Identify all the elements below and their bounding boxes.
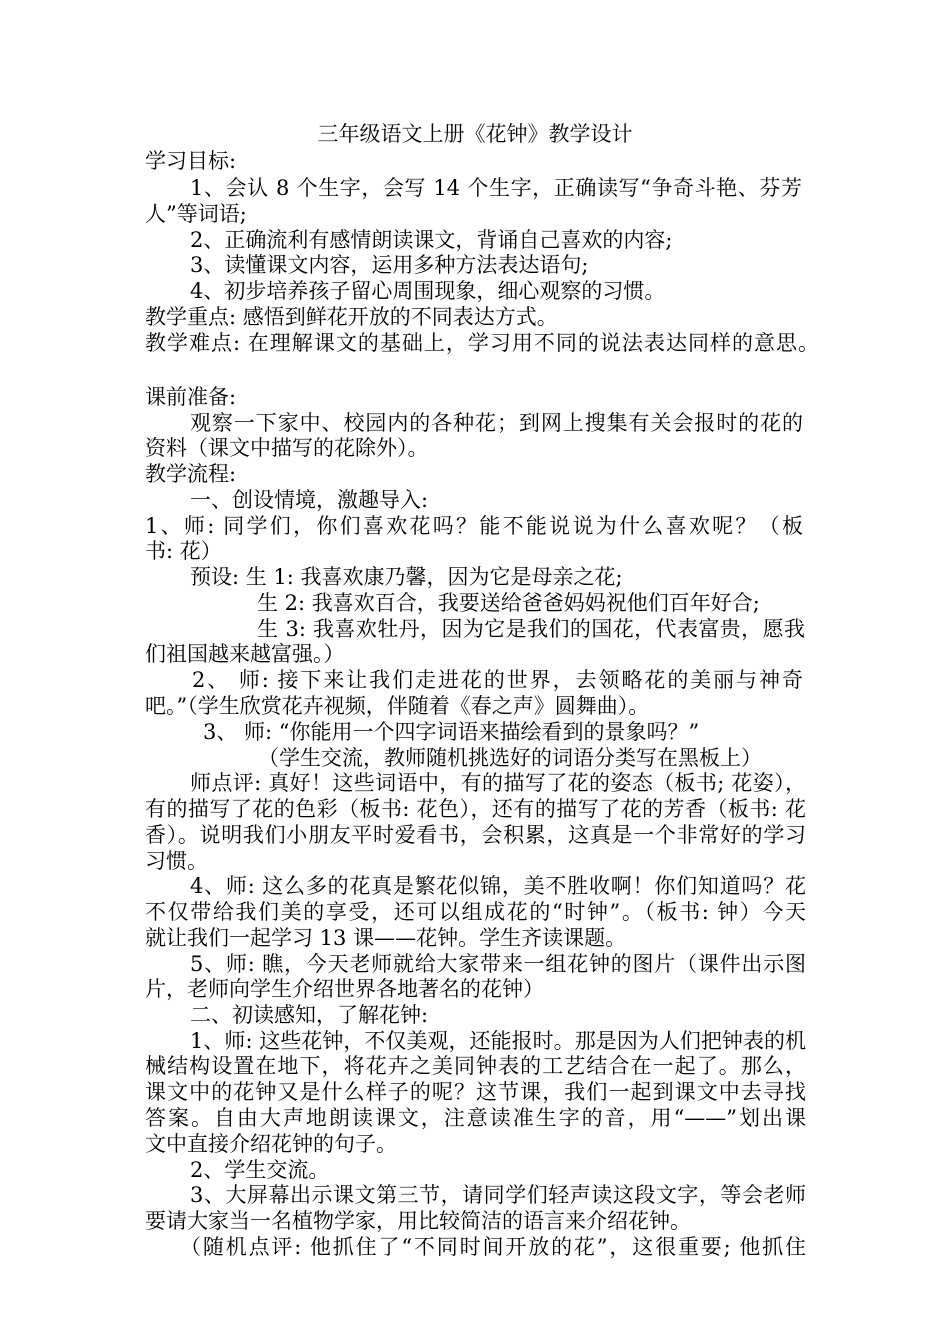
text-line: 预设: 生 1: 我喜欢康乃馨，因为它是母亲之花; — [190, 565, 623, 589]
text-line: 课前准备: — [145, 385, 237, 409]
text-line: 教学流程: — [145, 462, 237, 486]
text-line: 1、师: 这些花钟，不仅美观，还能报时。那是因为人们把钟表的机 — [190, 1029, 806, 1053]
text-line: 一、创设情境，激趣导入: — [190, 488, 429, 512]
text-line: 就让我们一起学习 13 课——花钟。学生齐读课题。 — [145, 926, 627, 950]
text-line: 人”等词语; — [145, 202, 247, 226]
text-line: 3、读懂课文内容，运用多种方法表达语句; — [190, 253, 589, 277]
text-line: 师点评: 真好！这些词语中，有的描写了花的姿态（板书; 花姿）， — [190, 771, 806, 795]
text-line: 教学难点: 在理解课文的基础上，学习用不同的说法表达同样的意思。 — [145, 331, 819, 355]
text-line: 香）。说明我们小朋友平时爱看书，会积累，这真是一个非常好的学习 — [145, 823, 806, 847]
text-line: 3、 师: “你能用一个四字词语来描绘看到的景象吗？” — [203, 720, 700, 744]
text-line: 书: 花） — [145, 539, 222, 563]
document-title: 三年级语文上册《花钟》教学设计 — [317, 122, 633, 146]
text-line: 2、学生交流。 — [190, 1158, 330, 1182]
text-line: 2、正确流利有感情朗读课文，背诵自己喜欢的内容; — [190, 228, 673, 252]
text-line: 1、会认 8 个生字，会写 14 个生字，正确读写“争奇斗艳、芬芳 — [190, 176, 802, 200]
text-line: 片，老师向学生介绍世界各地著名的花钟） — [145, 977, 544, 1001]
text-line: 二、初读感知，了解花钟: — [190, 1003, 429, 1027]
text-line: 要请大家当一名植物学家，用比较简洁的语言来介绍花钟。 — [145, 1209, 691, 1233]
text-line: 文中直接介绍花钟的句子。 — [145, 1132, 397, 1156]
text-line: 械结构设置在地下，将花卉之美同钟表的工艺结合在一起了。那么， — [145, 1054, 806, 1078]
text-line: （随机点评: 他抓住了“不同时间开放的花”，这很重要; 他抓住 — [180, 1235, 806, 1259]
text-line: 吧。”（学生欣赏花卉视频，伴随着《春之声》圆舞曲）。 — [145, 694, 650, 718]
text-line: 习惯。 — [145, 849, 208, 873]
text-line: 5、师: 瞧，今天老师就给大家带来一组花钟的图片（课件出示图 — [190, 952, 806, 976]
text-line: 资料（课文中描写的花除外）。 — [145, 436, 429, 460]
text-line: 教学重点: 感悟到鲜花开放的不同表达方式。 — [145, 305, 558, 329]
text-line: 们祖国越来越富强。） — [145, 642, 345, 666]
text-line: 4、师: 这么多的花真是繁花似锦，美不胜收啊！你们知道吗？花 — [190, 874, 806, 898]
text-line: 1、师: 同学们，你们喜欢花吗？能不能说说为什么喜欢呢？（板 — [145, 514, 803, 538]
text-line: 不仅带给我们美的享受，还可以组成花的“时钟”。（板书: 钟）今天 — [145, 900, 806, 924]
text-line: 3、大屏幕出示课文第三节，请同学们轻声读这段文字，等会老师 — [190, 1183, 806, 1207]
text-line: （学生交流，教师随机挑选好的词语分类写在黑板上） — [258, 746, 762, 770]
text-line: 课文中的花钟又是什么样子的呢？这节课，我们一起到课文中去寻找 — [145, 1080, 806, 1104]
text-line: 2、 师: 接下来让我们走进花的世界，去领略花的美丽与神奇 — [192, 668, 803, 692]
text-line: 学习目标: — [145, 149, 237, 173]
text-line: 4、初步培养孩子留心周围现象，细心观察的习惯。 — [190, 279, 666, 303]
text-line: 答案。自由大声地朗读课文，注意读准生字的音，用“——”划出课 — [145, 1106, 806, 1130]
text-line: 有的描写了花的色彩（板书: 花色），还有的描写了花的芳香（板书: 花 — [145, 797, 806, 821]
text-line: 生 3: 我喜欢牡丹，因为它是我们的国花，代表富贵，愿我 — [257, 617, 805, 641]
text-line: 生 2: 我喜欢百合，我要送给爸爸妈妈祝他们百年好合; — [257, 591, 760, 615]
text-line: 观察一下家中、校园内的各种花；到网上搜集有关会报时的花的 — [190, 411, 803, 435]
